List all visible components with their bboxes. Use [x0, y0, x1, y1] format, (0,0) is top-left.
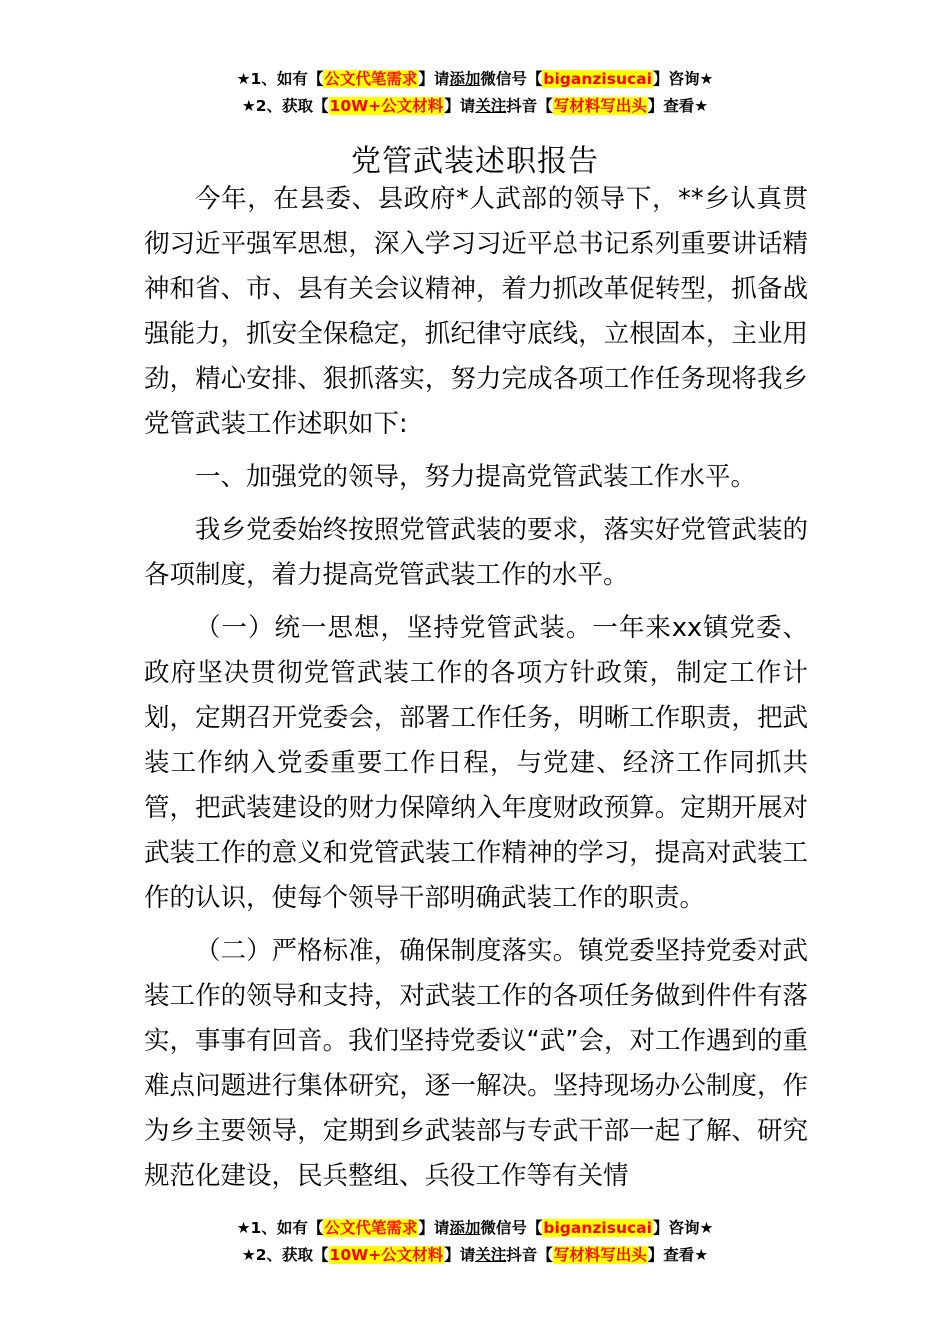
promo-text: 】查看★: [647, 1246, 709, 1264]
promo-highlight: 写材料写出头: [553, 1246, 647, 1264]
promo-text: 微信号【: [480, 70, 543, 88]
promo-text: 】咨询★: [652, 70, 714, 88]
promo-line-2: [0, 1242, 950, 1269]
promo-text: 】请: [418, 70, 450, 88]
promo-underlined: 关注: [475, 97, 507, 115]
promo-text: 抖音【: [506, 97, 553, 115]
promo-text: 】请: [444, 97, 476, 115]
promo-text: 抖音【: [506, 1246, 553, 1264]
promo-highlight: 公文代笔需求: [324, 1219, 418, 1237]
promo-footer: [0, 1215, 950, 1269]
promo-highlight: 10W+公文材料: [329, 1246, 444, 1264]
paragraph-subsection-1: （一）统一思想，坚持党管武装。一年来xx镇党委、政府坚决贯彻党管武装工作的各项方针政策，制定工作计划，定期召开党委会，部署工作任务，明晰工作职责，把武装工作纳入党委重要工作日程，与党建、经济工作同抓共管，把武装建设的财力保障纳入年度财政预算。定期开展对武装工作的意义和党管武装工作精神的学习，提高对武装工作的认识，使每个领导干部明确武装工作的职责。: [144, 613, 808, 913]
promo-highlight: 10W+公文材料: [329, 97, 444, 115]
paragraph-subsection-2: （二）严格标准，确保制度落实。镇党委坚持党委对武装工作的领导和支持，对武装工作的各项任务做到件件有落实，事事有回音。我们坚持党委议“武”会，对工作遇到的重难点问题进行集体研究，逐一解决。坚持现场办公制度，作为乡主要领导，定期到乡武装部与专武干部一起了解、研究规范化建设，民兵整组、兵役工作等有关情: [144, 936, 808, 1191]
paragraph-intro: 今年，在县委、县政府*人武部的领导下，**乡认真贯彻习近平强军思想，深入学习习近平总书记系列重要讲话精神和省、市、县有关会议精神，着力抓改革促转型，抓备战强能力，抓安全保稳定，抓纪律守底线，立根固本，主业用劲，精心安排、狠抓落实，努力完成各项工作任务现将我乡党管武装工作述职如下:: [144, 184, 808, 439]
promo-text: ★1、如有【: [236, 1219, 324, 1237]
promo-line-2: [0, 93, 950, 120]
promo-underlined: 添加: [449, 70, 481, 88]
promo-underlined: 关注: [475, 1246, 507, 1264]
promo-text: 】请: [418, 1219, 450, 1237]
promo-highlight: 公文代笔需求: [324, 70, 418, 88]
promo-text: ★1、如有【: [236, 70, 324, 88]
promo-highlight: biganzisucai: [543, 1219, 652, 1237]
document-title: 党管武装述职报告: [351, 144, 599, 180]
promo-text: 】请: [444, 1246, 476, 1264]
paragraph-section-1: 我乡党委始终按照党管武装的要求，落实好党管武装的各项制度，着力提高党管武装工作的水平。: [144, 515, 808, 590]
promo-line-1: [0, 66, 950, 93]
promo-text: ★2、获取【: [241, 1246, 329, 1264]
promo-text: 微信号【: [480, 1219, 543, 1237]
promo-underlined: 添加: [449, 1219, 481, 1237]
document-body: [144, 177, 808, 1199]
promo-text: 】查看★: [647, 97, 709, 115]
promo-text: 】咨询★: [652, 1219, 714, 1237]
promo-highlight: biganzisucai: [543, 70, 652, 88]
promo-line-1: [0, 1215, 950, 1242]
section-heading-1: 一、加强党的领导，努力提高党管武装工作水平。: [195, 462, 757, 492]
promo-header: [0, 66, 950, 120]
promo-highlight: 写材料写出头: [553, 97, 647, 115]
promo-text: ★2、获取【: [241, 97, 329, 115]
